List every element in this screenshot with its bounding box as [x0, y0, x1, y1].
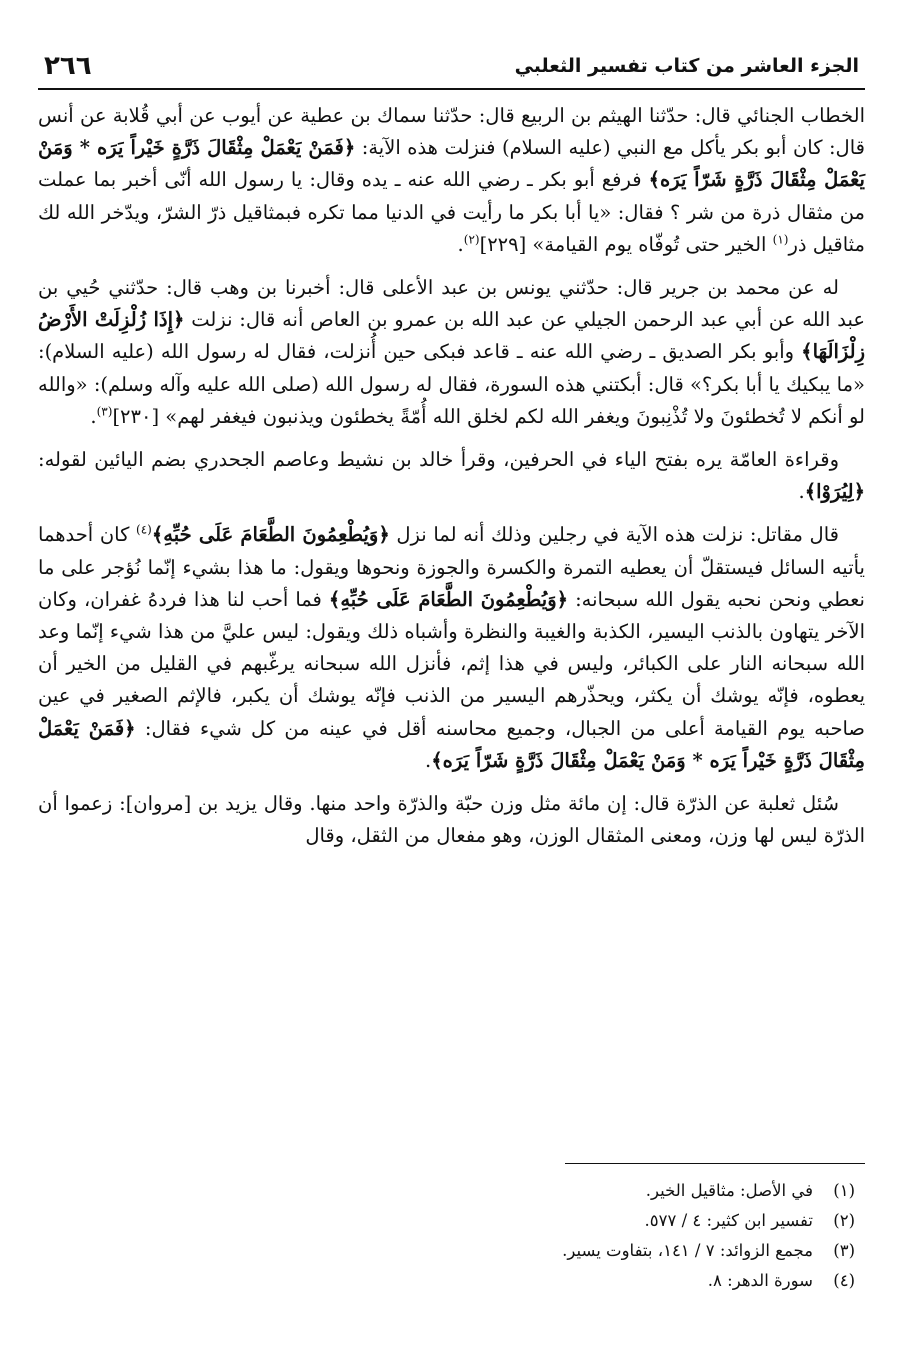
body-text: [38, 100, 865, 852]
quran-verse: ﴿وَيُطْعِمُونَ الطَّعَامَ عَلَى حُبِّهِ﴾: [151, 523, 390, 547]
text-run: فما أحب لنا هذا فردهُ غفران، وكان الآخر يتهاون بالذنب اليسير، الكذبة والغيبة والنظرة وأشباه ذلك ويقول: ليس عليَّ من هذا شيء إنّما وعد الله سبحانه النار على الكبائر، وليس في هذا إثم، فأنزل الله سبحانه يرغّبهم في القليل من الخير أن يعطوه، فإنّه يوشك أن يكثر، ويحذّرهم اليسير من الذنب فإنّه يوشك أن يكبر، فالإثم الصغير في عين صاحبه يوم القيامة أعلى من الجبال، وجميع محاسنه أقل في عينه من كل شيء فقال:: [38, 587, 865, 740]
text-run: فرفع أبو بكر ـ رضي الله عنه ـ يده وقال: يا رسول الله أنّى أخبر بما عملت من مثقال ذرة من شر ؟ فقال: «يا أبا بكر ما رأيت في الدنيا مما تكره فبمثاقيل ذرّ الشرّ، ويدّخر الله لك مثاقيل ذر: [38, 168, 865, 256]
footnote-text: مجمع الزوائد: ٧ / ١٤١، بتفاوت يسير.: [562, 1241, 813, 1260]
footnote-ref: (٤): [136, 522, 152, 537]
text-run: الخطاب الجنائي قال: حدّثنا الهيثم بن الربيع قال: حدّثنا سماك بن عطية عن أيوب عن أبي قُلابة عن أنس قال: كان أبو بكر يأكل مع النبي (عليه السلام) فنزلت هذه الآية:: [38, 104, 865, 160]
footnote-number: (١): [833, 1181, 855, 1200]
text-run: .: [457, 232, 464, 256]
paragraph-1: [38, 100, 865, 261]
text-run: سُئل ثعلبة عن الذرّة قال: إن مائة مثل وزن حبّة والذرّة واحد منها. وقال يزيد بن [مروان]: زعموا أن الذرّة ليس لها وزن، ومعنى المثقال الوزن، وهو مفعال من الثقل، وقال: [38, 792, 865, 848]
footnote-4: [38, 1266, 865, 1296]
footnote-number: (٣): [833, 1241, 855, 1260]
page: [38, 38, 865, 863]
text-run: وأبو بكر الصديق ـ رضي الله عنه ـ قاعد فبكى حين أُنزلت، فقال له رسول الله (عليه السلام): «ما يبكيك يا أبا بكر؟» قال: أبكتني هذه السورة، فقال له رسول الله (صلى الله عليه وآله وسلم): «والله لو أنكم لا تُخطئونَ ولا تُذْنِبونَ ويغفر الله لكم لخلق الله أُمّةً يخطئون ويذنبون فيغفر لهم» [٢٣٠]: [38, 340, 865, 428]
footnote-ref: (٣): [96, 404, 113, 419]
paragraph-2: [38, 272, 865, 433]
footnote-number: (٤): [833, 1271, 855, 1290]
running-head: [38, 38, 865, 90]
footnote-2: [38, 1206, 865, 1236]
quran-verse: ﴿لِيُرَوْا﴾: [804, 480, 865, 504]
quran-verse: ﴿وَيُطْعِمُونَ الطَّعَامَ عَلَى حُبِّهِ﴾: [328, 587, 569, 611]
footnote-text: سورة الدهر: ٨.: [707, 1271, 813, 1290]
text-run: وقراءة العامّة يره بفتح الياء في الحرفين، وقرأ خالد بن نشيط وعاصم الجحدري بضم اليائين لقوله:: [38, 448, 839, 472]
quran-verse: ﴿فَمَنْ يَعْمَلْ مِثْقَالَ ذَرَّةٍ خَيْراً يَرَه * وَمَنْ يَعْمَلْ مِثْقَالَ ذَرَّةٍ شَرّاً يَرَه﴾: [38, 716, 865, 772]
text-run: .: [425, 748, 432, 772]
footnote-3: [38, 1236, 865, 1266]
footnote-text: تفسير ابن كثير: ٤ / ٥٧٧.: [644, 1211, 813, 1230]
paragraph-4: [38, 519, 865, 777]
book-title: الجزء العاشر من كتاب تفسير الثعلبي: [514, 55, 859, 77]
text-run: .: [90, 404, 97, 428]
quran-verse: ﴿فَمَنْ يَعْمَلْ مِثْقَالَ ذَرَّةٍ خَيْراً يَرَه * وَمَنْ يَعْمَلْ مِثْقَالَ ذَرَّةٍ شَرّاً يَرَه﴾: [38, 136, 865, 192]
text-run: .: [798, 480, 805, 504]
page-number: ٢٦٦: [44, 51, 92, 81]
quran-verse: ﴿إِذَا زُلْزِلَتْ الأَرْضُ زِلْزَالَهَا﴾: [38, 308, 865, 364]
text-run: قال مقاتل: نزلت هذه الآية في رجلين وذلك أنه لما نزل: [389, 523, 839, 547]
footnote-ref: (١): [772, 232, 789, 247]
footnote-1: [38, 1176, 865, 1206]
text-run: له عن محمد بن جرير قال: حدّثني يونس بن عبد الأعلى قال: أخبرنا بن وهب قال: حدّثني حُيي بن عبد الله عن أبي عبد الرحمن الجيلي عن عبد الله بن عمرو بن العاص أنه قال: نزلت: [38, 276, 865, 332]
footnote-ref: (٢): [463, 232, 480, 247]
text-run: كان أحدهما يأتيه السائل فيستقلّ أن يعطيه التمرة والكسرة والجوزة ونحوها ويقول: ما هذا بشيء إنّما نُؤجر على ما نعطي ونحن نحبه يقول الله سبحانه:: [38, 523, 865, 611]
footnote-number: (٢): [833, 1211, 855, 1230]
footnote-text: في الأصل: مثاقيل الخير.: [645, 1181, 813, 1200]
footnotes: [38, 1163, 865, 1296]
text-run: الخير حتى تُوفّاه يوم القيامة» [٢٢٩]: [479, 232, 773, 256]
footnote-rule: [565, 1163, 865, 1164]
paragraph-3: [38, 444, 865, 508]
paragraph-5: [38, 788, 865, 852]
